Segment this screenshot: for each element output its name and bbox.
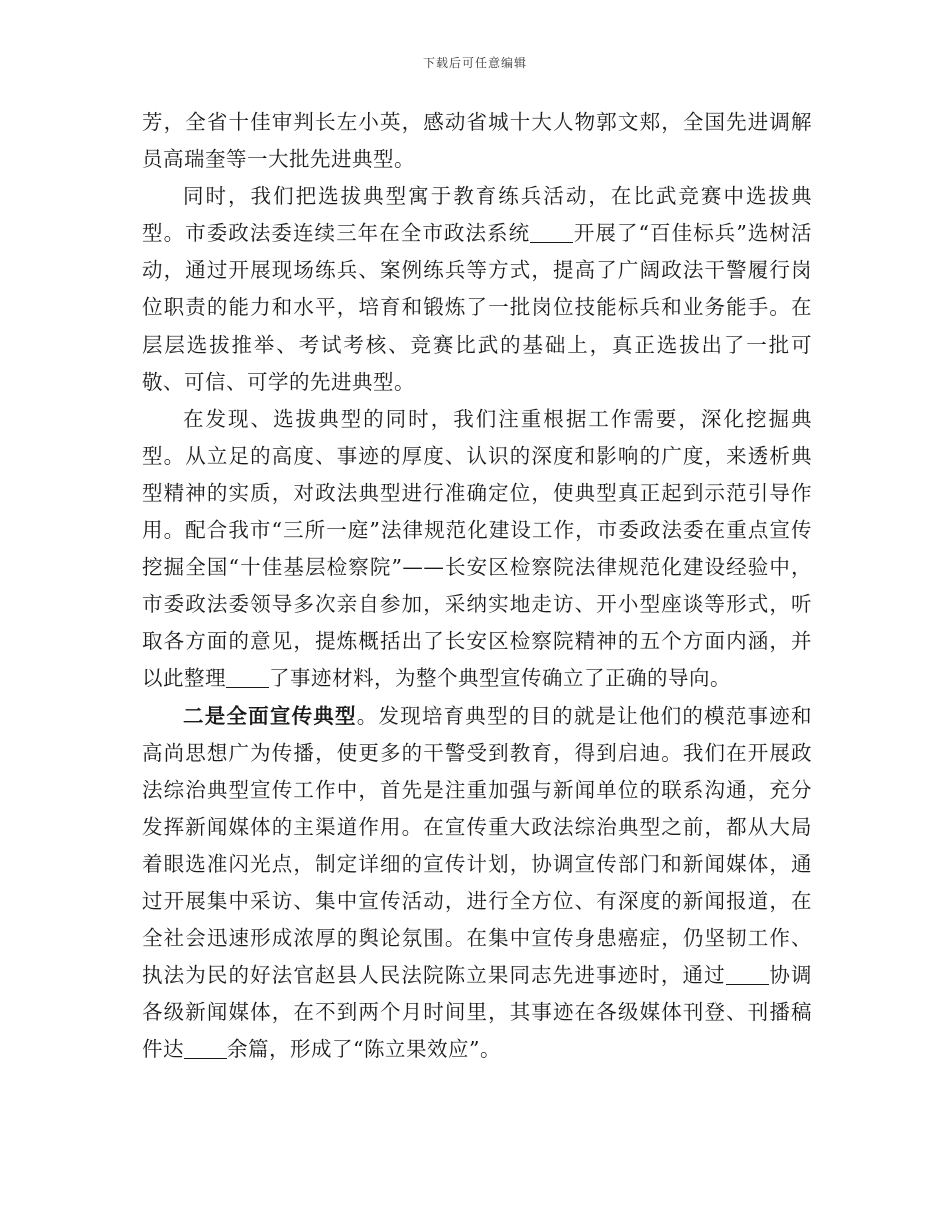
header-note: 下载后可任意编辑: [422, 56, 527, 70]
blank-fill-line: [530, 222, 573, 244]
paragraph-4-text-c: 余篇，形成了“陈立果效应”。: [227, 1037, 502, 1062]
blank-fill-line: [226, 667, 269, 689]
paragraph-3-text-a: 在发现、选拔典型的同时，我们注重根据工作需要，深化挖掘典型。从立足的高度、事迹的厚度、认识的深度和影响的广度，来透析典型精神的实质，对政法典型进行准确定位，使典型真正起到示范引导作用。配合我市“三所一庭”法律规范化建设工作，市委政法委在重点宣传挖掘全国“十佳基层检察院”——长安区检察院法律规范化建设经验中，市委政法委领导多次亲自参加，采纳实地走访、开小型座谈等形式，听取各方面的意见，提炼概括出了长安区检察院精神的五个方面内涵，并以此整理: [142, 406, 812, 691]
paragraph-1: [142, 104, 812, 178]
paragraph-4-text-a: 。发现培育典型的目的就是让他们的模范事迹和高尚思想广为传播，使更多的干警受到教育，得到启迪。我们在开展政法综治典型宣传工作中，首先是注重加强与新闻单位的联系沟通，充分发挥新闻媒体的主渠道作用。在宣传重大政法综治典型之前，都从大局着眼选准闪光点，制定详细的宣传计划，协调宣传部门和新闻媒体，通过开展集中采访、集中宣传活动，进行全方位、有深度的新闻报道，在全社会迅速形成浓厚的舆论氛围。在集中宣传身患癌症，仍坚韧工作、执法为民的好法官赵县人民法院陈立果同志先进事迹时，通过: [142, 703, 813, 988]
paragraph-2-text-a: 同时，我们把选拔典型寓于教育练兵活动，在比武竞赛中选拔典型。市委政法委连续三年在全市政法系统: [142, 184, 812, 246]
paragraph-4-lead-heading: 二是全面宣传典型: [183, 703, 357, 728]
paragraph-4: [142, 698, 812, 1069]
document-body: [142, 104, 812, 1068]
blank-fill-line: [726, 964, 769, 986]
paragraph-3: [142, 401, 812, 698]
paragraph-2: [142, 178, 812, 401]
paragraph-1-text: 芳，全省十佳审判长左小英，感动省城十大人物郭文郏，全国先进调解员高瑞奎等一大批先进典型。: [142, 110, 812, 172]
paragraph-2-text-b: 开展了“百佳标兵”选树活动，通过开展现场练兵、案例练兵等方式，提高了广阔政法干警履行岗位职责的能力和水平，培育和锻炼了一批岗位技能标兵和业务能手。在层层选拔推举、考试考核、竞赛比武的基础上，真正选拔出了一批可敬、可信、可学的先进典型。: [142, 221, 813, 394]
paragraph-4-text-b: 协调各级新闻媒体，在不到两个月时间里，其事迹在各级媒体刊登、刊播稿件达: [142, 963, 813, 1062]
blank-fill-line: [184, 1038, 227, 1060]
paragraph-3-text-b: 了事迹材料，为整个典型宣传确立了正确的导向。: [269, 666, 732, 691]
